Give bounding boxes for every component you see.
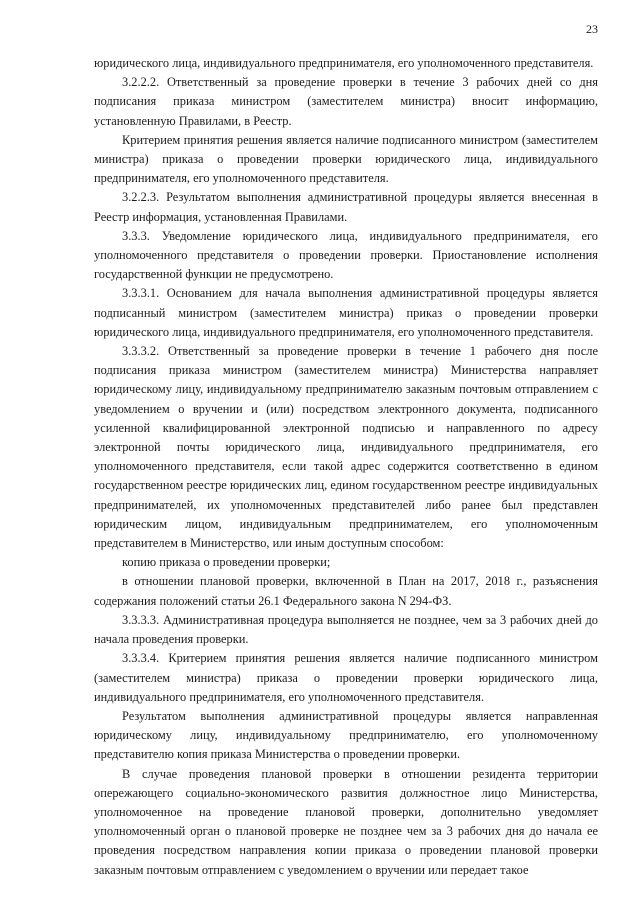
paragraph: 3.3.3. Уведомление юридического лица, индивидуального предпринимателя, его уполномоченного представителя о проведении проверки. Приостановление исполнения государственной функции не предусмотрено. bbox=[94, 228, 598, 282]
paragraph: 3.3.3.2. Ответственный за проведение проверки в течение 1 рабочего дня после подписания приказа министром (заместителем министра) Министерства направляет юридическому лицу, индивидуальному предпринимателю заказным почтовым отправлением с уведомлением о вручении и (или) посредством электронного документа, подписанного усиленной квалифицированной электронной подписью и направленного по адресу электронной почты юридического лица, индивидуального предпринимателя, его уполномоченного представителя, если такой адрес содержится соответственно в едином государственном реестре юридических лиц, едином государственном реестре индивидуальных предпринимателей, их уполномоченных представителей либо ранее был представлен юридическим лицом, индивидуальным предпринимателем, его уполномоченным представителем в Министерство, или иным доступным способом: bbox=[94, 344, 598, 551]
paragraph: в отношении плановой проверки, включенной в План на 2017, 2018 г., разъяснения содержания положений статьи 26.1 Федерального закона N 294-ФЗ. bbox=[94, 574, 598, 608]
paragraph: 3.3.3.1. Основанием для начала выполнения административной процедуры является подписанный министром (заместителем министра) приказ о проведении проверки юридического лица, индивидуального предпринимателя, его уполномоченного представителя. bbox=[94, 286, 598, 339]
paragraph: юридического лица, индивидуального предпринимателя, его уполномоченного представителя. bbox=[94, 56, 594, 70]
paragraph: 3.2.2.3. Результатом выполнения административной процедуры является внесенная в Реестр информация, установленная Правилами. bbox=[94, 190, 598, 224]
document-body bbox=[94, 54, 598, 880]
page-number: 23 bbox=[586, 22, 598, 36]
paragraph: Результатом выполнения административной процедуры является направленная юридическому лицу, индивидуальному предпринимателю, его уполномоченному представителю копия приказа Министерства о проведении проверки. bbox=[94, 708, 598, 762]
paragraph: копию приказа о проведении проверки; bbox=[122, 555, 331, 570]
paragraph: 3.3.3.4. Критерием принятия решения является наличие подписанного министром (заместителем министра) приказа о проведении проверки юридического лица, индивидуального предпринимателя, его уполномоченного представителя. bbox=[94, 651, 598, 704]
paragraph: 3.3.3.3. Административная процедура выполняется не позднее, чем за 3 рабочих дней до начала проведения проверки. bbox=[94, 612, 598, 647]
paragraph: 3.2.2.2. Ответственный за проведение проверки в течение 3 рабочих дней со дня подписания приказа министром (заместителем министра) вносит информацию, установленную Правилами, в Реестр. bbox=[94, 75, 598, 128]
paragraph: Критерием принятия решения является наличие подписанного министром (заместителем министра) приказа о проведении проверки юридического лица, индивидуального предпринимателя, его уполномоченного представителя. bbox=[94, 132, 598, 186]
paragraph: В случае проведения плановой проверки в отношении резидента территории опережающего социально-экономического развития должностное лицо Министерства, уполномоченное на проведение плановой проверки, дополнительно уведомляет уполномоченный орган о плановой проверке не позднее чем за 3 рабочих дня до начала ее проведения посредством направления копии приказа о проведении плановой проверки заказным почтовым отправлением с уведомлением о вручении или передает такое bbox=[94, 766, 598, 877]
